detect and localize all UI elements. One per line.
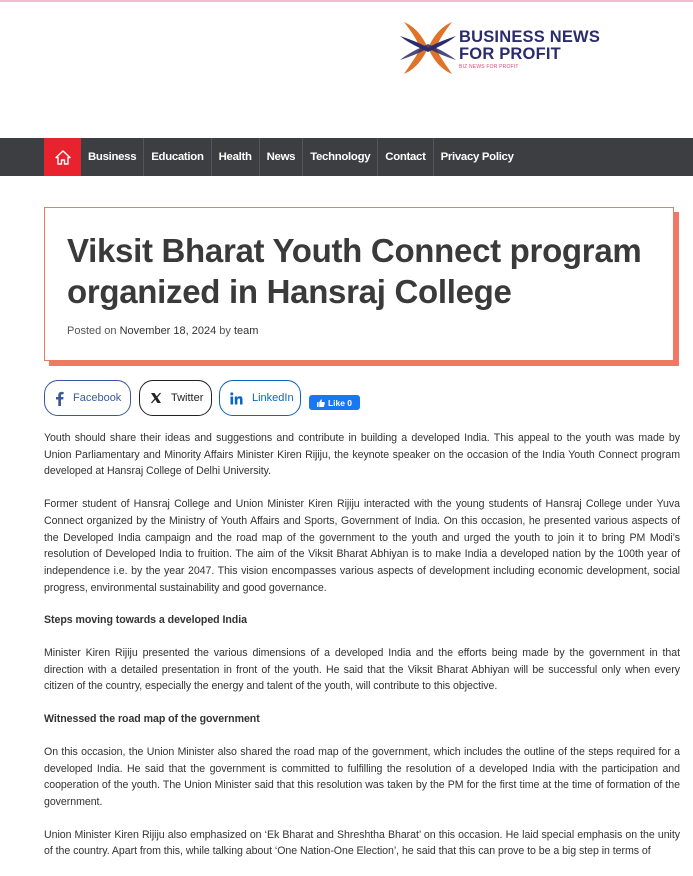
facebook-icon: [55, 391, 64, 406]
by-label: by: [219, 325, 231, 337]
nav-item-privacy-policy[interactable]: Privacy Policy: [440, 151, 514, 163]
home-icon: [55, 150, 71, 165]
post-content: [44, 430, 680, 876]
share-linkedin-button[interactable]: [219, 380, 301, 416]
nav-item-business[interactable]: Business: [81, 138, 144, 176]
share-twitter-label: Twitter: [171, 392, 204, 404]
post-date-link[interactable]: November 18, 2024: [119, 325, 217, 337]
share-facebook-button[interactable]: [44, 380, 131, 416]
post-meta: [67, 325, 258, 337]
share-facebook-label: Facebook: [73, 392, 122, 404]
site-logo[interactable]: [398, 18, 628, 80]
linkedin-icon: [230, 392, 243, 405]
share-twitter-button[interactable]: [139, 380, 212, 416]
nav-item-education[interactable]: Education: [144, 138, 211, 176]
content-paragraph-4: On this occasion, the Union Minister also shared the road map of the government, which includes the outline of the steps required for a developed India. He said that the government is committed to fulfilling the resolution of a developed India with the participation and cooperation of the youth. The Union Minister said that this resolution was taken by the PM for the first time at the time of formation of the government.: [44, 745, 680, 808]
logo-mark-icon: [398, 18, 458, 78]
post-author-link[interactable]: team: [233, 325, 259, 337]
top-accent-strip: [0, 0, 693, 2]
nav-item-technology[interactable]: Technology: [303, 138, 378, 176]
content-subheading-1: Steps moving towards a developed India: [44, 614, 247, 627]
facebook-like-button[interactable]: [309, 395, 360, 410]
post-title: Viksit Bharat Youth Connect program organized in Hansraj College: [67, 232, 642, 310]
thumbs-up-icon: [317, 399, 325, 407]
share-linkedin-label: LinkedIn: [252, 392, 294, 404]
content-paragraph-2: Former student of Hansraj College and Union Minister Kiren Rijiju interacted with the young students of Hansraj College under Yuva Connect organized by the Ministry of Youth Affairs and Sports, Government of India. On this occasion, he presented various aspects of the Developed India campaign and the road map of the government to the youth and urged the youth to join it to bring PM Modi’s resolution of Developed India to fruition. The aim of the Viksit Bharat Abhiyan is to make India a developed nation by the 100th year of independence i.e. by the year 2047. This vision encompasses various aspects of development including economic development, social progress, environmental sustainability and good governance.: [44, 498, 680, 594]
logo-text-line1: BUSINESS NEWS: [459, 28, 601, 46]
logo-tagline: BIZ NEWS FOR PROFIT: [459, 64, 519, 70]
nav-item-health[interactable]: Health: [212, 138, 260, 176]
main-navigation: [0, 138, 693, 176]
like-count-label: Like 0: [327, 397, 353, 408]
content-subheading-2: Witnessed the road map of the government: [44, 713, 260, 726]
content-paragraph-5: Union Minister Kiren Rijiju also emphasized on ‘Ek Bharat and Shreshtha Bharat’ on this occasion. He laid special emphasis on the unity of the country. Apart from this, while talking about ‘One Nation-One Election’, he said that this can prove to be a big step in terms of: [44, 828, 680, 858]
nav-item-contact[interactable]: Contact: [378, 138, 433, 176]
nav-home-button[interactable]: [44, 138, 81, 176]
posted-on-label: Posted on: [67, 325, 117, 337]
logo-text-line2: FOR PROFIT: [459, 45, 561, 63]
nav-item-news[interactable]: News: [260, 138, 304, 176]
x-twitter-icon: [150, 392, 162, 404]
content-paragraph-3: Minister Kiren Rijiju presented the various dimensions of a developed India and the efforts being made by the government in that direction with a detailed presentation in front of the youth. He said that the Viksit Bharat Abhiyan will be successful only when every citizen of the country, especially the energy and talent of the youth, will contribute to this objective.: [44, 647, 680, 693]
post-header-card: [44, 207, 674, 361]
content-paragraph-1: Youth should share their ideas and suggestions and contribute in building a developed India. This appeal to the youth was made by Union Parliamentary and Minority Affairs Minister Kiren Rijiju, the keynote speaker on the occasion of the India Youth Connect program developed at Hansraj College of Delhi University.: [44, 432, 680, 478]
